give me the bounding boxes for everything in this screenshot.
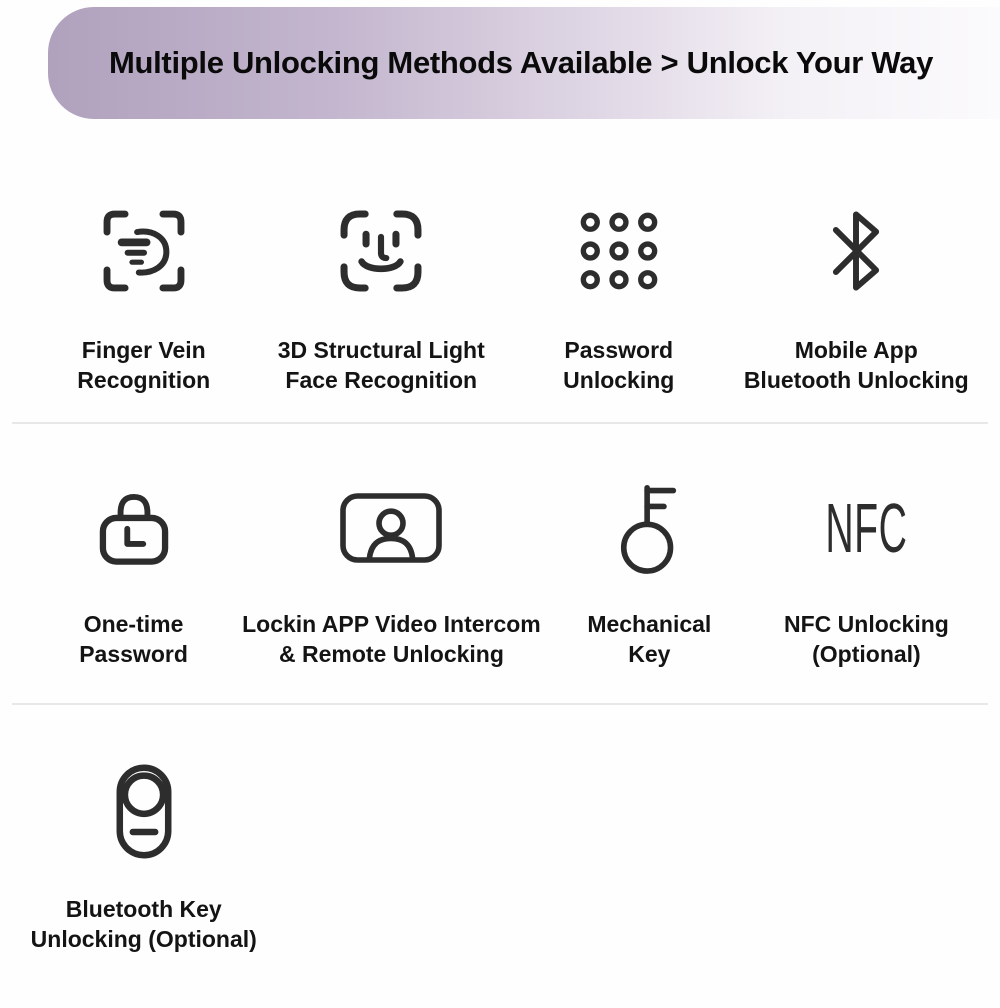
method-card-video-intercom — [242, 480, 541, 669]
divider — [12, 422, 988, 424]
nfc-icon-text: NFC — [825, 489, 908, 567]
method-card-bluetooth-app — [738, 205, 976, 395]
mechanical-key-icon — [541, 480, 758, 576]
methods-row-2 — [25, 480, 975, 669]
method-label: Mechanical Key — [587, 611, 712, 667]
method-label: Finger Vein Recognition — [77, 337, 211, 393]
one-time-lock-icon — [25, 480, 242, 576]
nfc-icon — [758, 480, 975, 576]
bluetooth-icon — [738, 205, 976, 297]
method-label: Mobile App Bluetooth Unlocking — [743, 337, 969, 393]
bluetooth-key-fob-icon — [25, 764, 263, 858]
keypad-dots-icon — [500, 205, 738, 297]
method-label: Lockin APP Video Intercom & Remote Unlocking — [242, 611, 541, 667]
method-card-face-recognition — [263, 205, 501, 395]
method-label: NFC Unlocking (Optional) — [784, 611, 949, 667]
method-card-mechanical-key — [541, 480, 758, 669]
method-card-nfc — [758, 480, 975, 669]
method-card-finger-vein — [25, 205, 263, 395]
method-label: Bluetooth Key Unlocking (Optional) — [30, 896, 257, 952]
banner — [48, 7, 1000, 119]
methods-row-1 — [25, 205, 975, 395]
video-intercom-icon — [242, 480, 541, 576]
methods-row-3 — [25, 764, 975, 954]
method-label: One-time Password — [79, 611, 188, 667]
method-card-bluetooth-key — [25, 764, 263, 954]
banner-title: Multiple Unlocking Methods Available > Unlock Your Way — [108, 45, 934, 80]
divider — [12, 703, 988, 705]
method-card-password — [500, 205, 738, 395]
method-label: 3D Structural Light Face Recognition — [277, 337, 485, 393]
face-id-icon — [263, 205, 501, 297]
method-label: Password Unlocking — [563, 337, 675, 393]
method-card-one-time-password — [25, 480, 242, 669]
finger-vein-icon — [25, 205, 263, 297]
